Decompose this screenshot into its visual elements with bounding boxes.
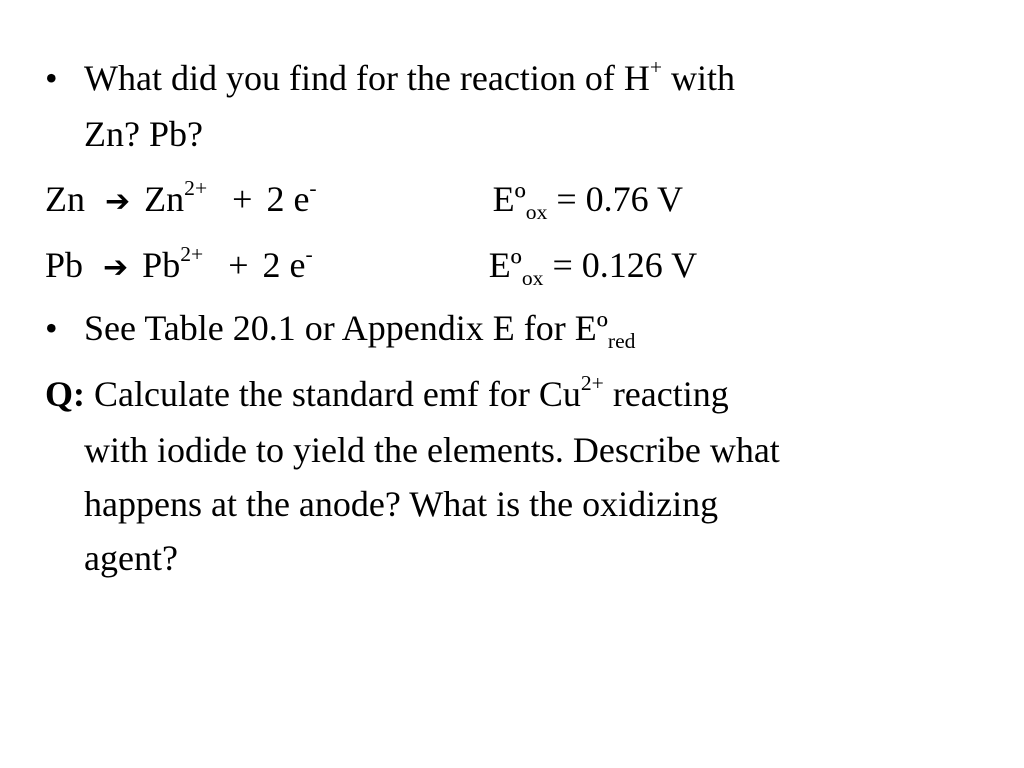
right-arrow-icon: ➔ (103, 250, 129, 285)
pb-product-charge: 2+ (180, 241, 204, 266)
equation-zn (45, 177, 683, 224)
question-line2: with iodide to yield the elements. Describe what (84, 430, 780, 470)
zn-potential-sub: ox (525, 199, 548, 224)
copper-charge: 2+ (580, 370, 604, 395)
bullet1-line1 (84, 56, 735, 100)
zn-electron-charge: - (309, 175, 317, 200)
bullet-dot: • (45, 58, 58, 98)
question-text: Calculate the standard emf for Cu (85, 374, 581, 414)
zn-electrons: 2 e (266, 179, 310, 219)
question-line3: happens at the anode? What is the oxidizing (84, 484, 719, 524)
bullet2-text: See Table 20.1 or Appendix E for Eº (84, 308, 608, 348)
bullet2-line (84, 306, 636, 353)
equation-pb (45, 243, 697, 290)
question-label: Q: (45, 374, 85, 414)
pb-potential-value: = 0.126 V (543, 245, 698, 285)
zn-plus: + (232, 179, 253, 219)
pb-plus: + (228, 245, 249, 285)
pb-potential-symbol: Eº (488, 245, 522, 285)
zn-product-charge: 2+ (184, 175, 208, 200)
zn-potential-value: = 0.76 V (547, 179, 684, 219)
zn-reactant: Zn (45, 179, 85, 219)
right-arrow-icon: ➔ (105, 184, 131, 219)
question-line4: agent? (84, 538, 178, 578)
pb-electrons: 2 e (262, 245, 306, 285)
zn-product: Zn (144, 179, 185, 219)
pb-potential-sub: ox (521, 265, 544, 290)
question-line1 (45, 372, 729, 416)
bullet-dot: • (45, 308, 58, 348)
zn-potential-symbol: Eº (492, 179, 526, 219)
bullet1-line2: Zn? Pb? (84, 114, 203, 154)
bullet1-text-end: with (662, 58, 736, 98)
pb-reactant: Pb (45, 245, 84, 285)
question-text-end: reacting (603, 374, 729, 414)
hydrogen-charge: + (649, 54, 663, 79)
bullet1-text: What did you find for the reaction of H (84, 58, 650, 98)
pb-electron-charge: - (305, 241, 313, 266)
bullet2-sub: red (607, 328, 636, 353)
pb-product: Pb (142, 245, 181, 285)
